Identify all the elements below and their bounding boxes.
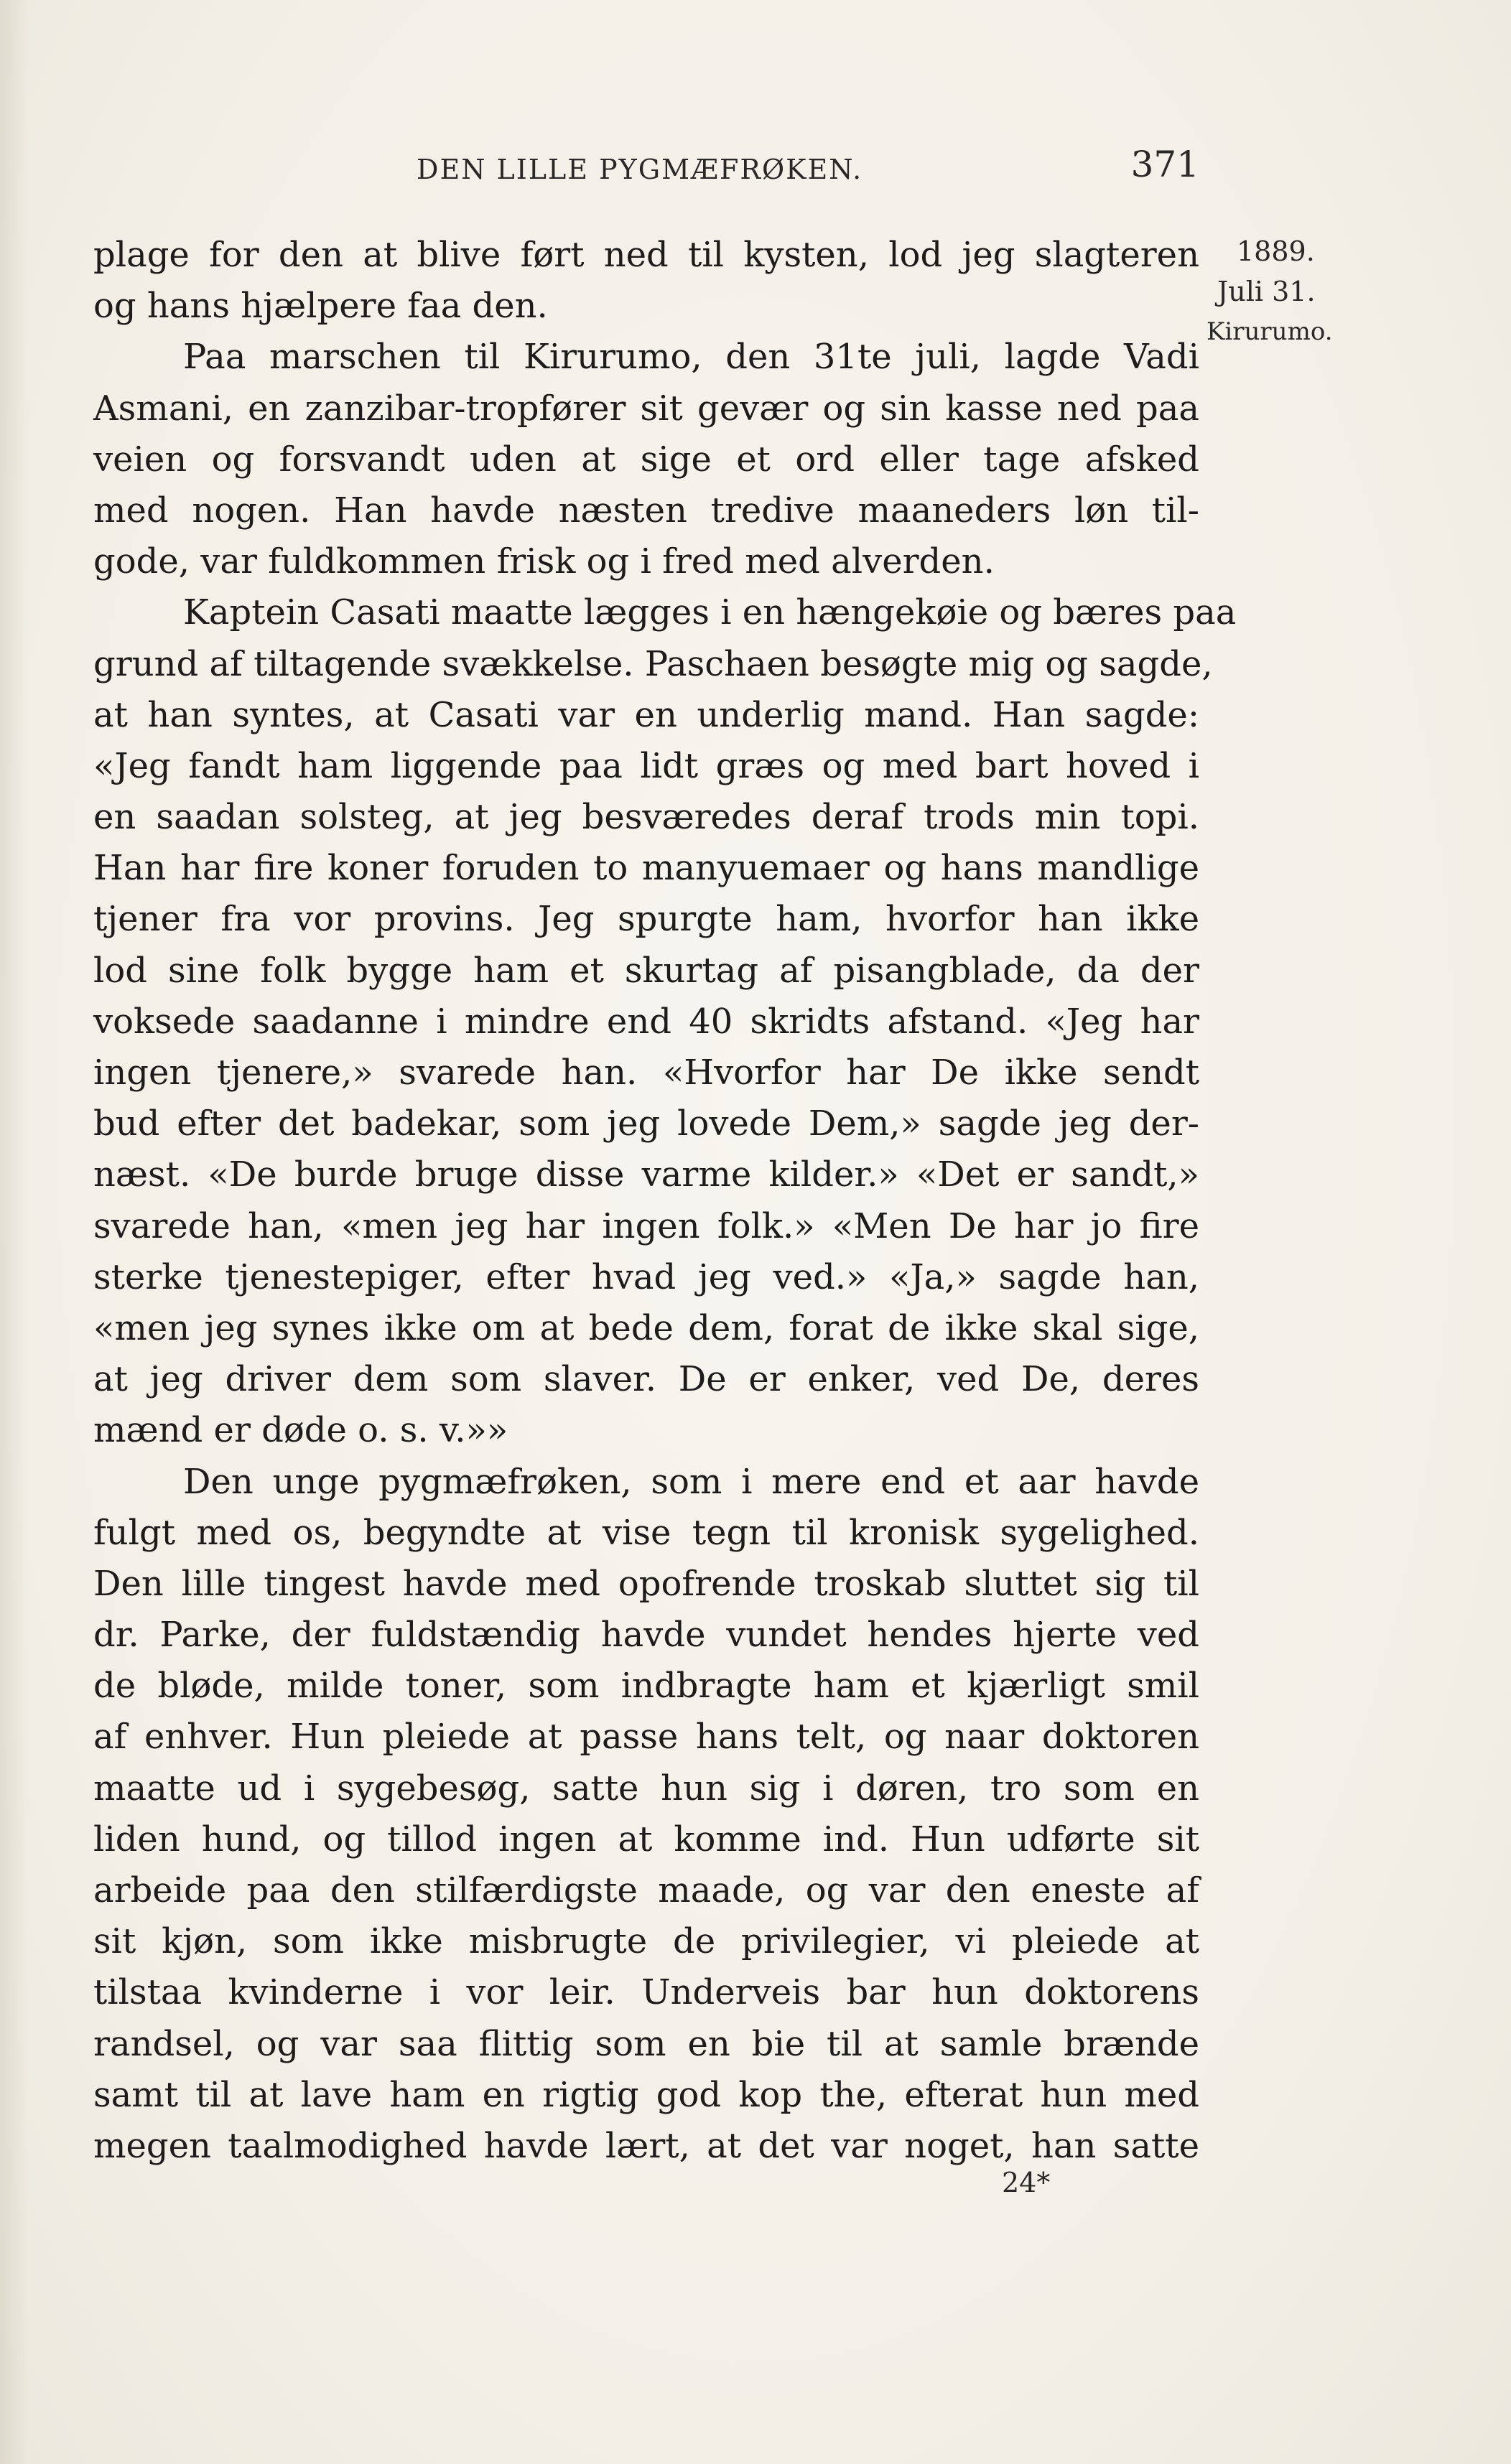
- text-line: gode, var fuldkommen frisk og i fred med alverden.: [93, 541, 995, 582]
- text-line: af enhver. Hun pleiede at passe hans telt, og naar doktoren: [93, 1717, 1199, 1758]
- text-line: sterke tjenestepiger, efter hvad jeg ved.» «Ja,» sagde han,: [93, 1256, 1199, 1297]
- text-line: sit kjøn, som ikke misbrugte de privilegier, vi pleiede at: [93, 1921, 1199, 1962]
- text-line: maatte ud i sygebesøg, satte hun sig i døren, tro som en: [93, 1768, 1199, 1809]
- text-line: megen taalmodighed havde lært, at det var noget, han satte: [93, 2125, 1199, 2166]
- text-line: ingen tjenere,» svarede han. «Hvorfor har De ikke sendt: [93, 1053, 1199, 1093]
- text-line: svarede han, «men jeg har ingen folk.» «Men De har jo fire: [93, 1205, 1199, 1246]
- text-line: «men jeg synes ikke om at bede dem, forat de ikke skal sige,: [93, 1307, 1199, 1348]
- text-line: dr. Parke, der fuldstændig havde vundet hendes hjerte ved: [93, 1615, 1199, 1656]
- text-line: bud efter det badekar, som jeg lovede Dem,» sagde jeg der-: [93, 1103, 1199, 1144]
- text-line: randsel, og var saa flittig som en bie til at samle brænde: [93, 2023, 1199, 2064]
- text-line: med nogen. Han havde næsten tredive maaneders løn til-: [93, 490, 1199, 531]
- text-line: Paa marschen til Kirurumo, den 31te juli, lagde Vadi: [183, 337, 1199, 378]
- text-line: en saadan solsteg, at jeg besværedes deraf trods min topi.: [93, 797, 1199, 838]
- text-line: Han har fire koner foruden to manyuemaer og hans mandlige: [93, 848, 1199, 889]
- body-text: [93, 230, 1237, 2172]
- text-line: Kaptein Casati maatte lægges i en hængekøie og bæres paa: [183, 592, 1237, 633]
- text-line: lod sine folk bygge ham et skurtag af pisangblade, da der: [93, 950, 1199, 991]
- text-line: de bløde, milde toner, som indbragte ham et kjærligt smil: [93, 1666, 1199, 1707]
- text-line: veien og forsvandt uden at sige et ord eller tage afsked: [93, 439, 1199, 480]
- page-header: [93, 144, 1199, 194]
- margin-note-date: Juli 31.: [1217, 276, 1316, 307]
- page-number: 371: [1130, 144, 1199, 185]
- signature-mark: 24*: [1002, 2167, 1051, 2198]
- text-line: liden hund, og tillod ingen at komme ind. Hun udførte sit: [93, 1819, 1199, 1859]
- text-line: Den lille tingest havde med opofrende troskab sluttet sig til: [93, 1563, 1199, 1604]
- margin-note-year: 1889.: [1237, 235, 1315, 267]
- page-edge-shadow: [0, 0, 29, 2464]
- text-line: tilstaa kvinderne i vor leir. Underveis bar hun doktorens: [93, 1972, 1199, 2013]
- margin-note-place: Kirurumo.: [1207, 317, 1333, 346]
- running-head: DEN LILLE PYGMÆFRØKEN.: [417, 154, 863, 185]
- text-line: at han syntes, at Casati var en underlig mand. Han sagde:: [93, 694, 1199, 735]
- text-line: samt til at lave ham en rigtig god kop the, efterat hun med: [93, 2074, 1199, 2115]
- text-line: næst. «De burde bruge disse varme kilder.» «Det er sandt,»: [93, 1154, 1199, 1195]
- text-line: grund af tiltagende svækkelse. Paschaen besøgte mig og sagde,: [93, 643, 1213, 684]
- text-line: tjener fra vor provins. Jeg spurgte ham, hvorfor han ikke: [93, 899, 1199, 940]
- text-line: voksede saadanne i mindre end 40 skridts afstand. «Jeg har: [93, 1001, 1199, 1042]
- text-line: fulgt med os, begyndte at vise tegn til kronisk sygelighed.: [93, 1512, 1199, 1553]
- text-line: Den unge pygmæfrøken, som i mere end et aar havde: [183, 1461, 1199, 1502]
- text-line: arbeide paa den stilfærdigste maade, og var den eneste af: [93, 1870, 1199, 1910]
- text-line: at jeg driver dem som slaver. De er enker, ved De, deres: [93, 1359, 1199, 1400]
- text-line: mænd er døde o. s. v.»»: [93, 1410, 508, 1451]
- text-line: «Jeg fandt ham liggende paa lidt græs og med bart hoved i: [93, 745, 1199, 786]
- text-line: plage for den at blive ført ned til kysten, lod jeg slagteren: [93, 235, 1199, 275]
- text-line: og hans hjælpere faa den.: [93, 286, 548, 327]
- text-line: Asmani, en zanzibar-tropfører sit gevær og sin kasse ned paa: [93, 388, 1199, 429]
